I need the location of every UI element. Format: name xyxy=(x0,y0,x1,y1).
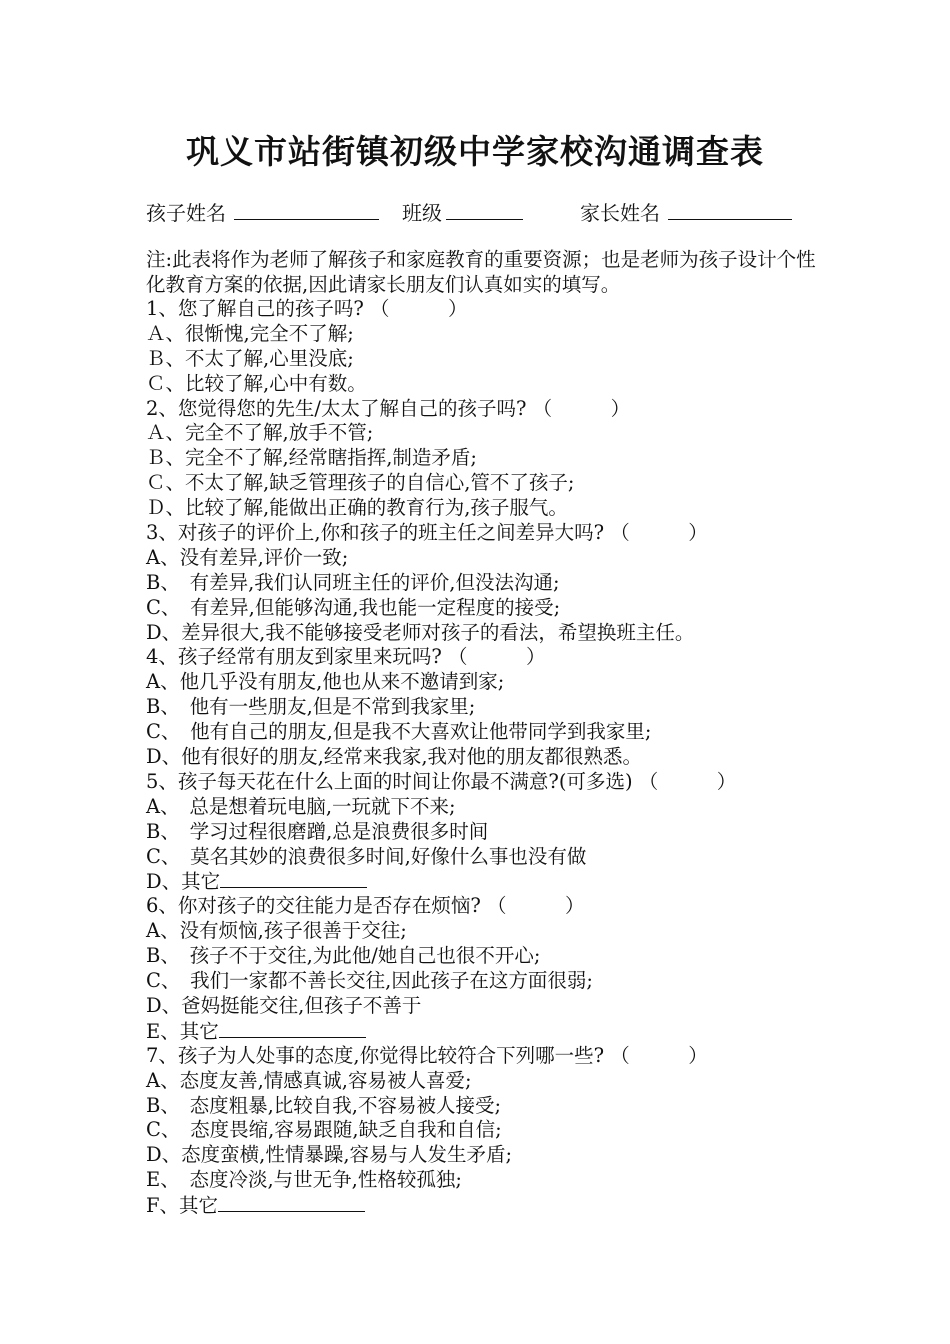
question-6: 6、你对孩子的交往能力是否存在烦恼? （ ） xyxy=(146,894,585,918)
question-3: 3、对孩子的评价上,你和孩子的班主任之间差异大吗? （ ） xyxy=(146,521,708,545)
question-5: 5、孩子每天花在什么上面的时间让你最不满意?(可多选) （ ） xyxy=(146,769,737,793)
option[interactable]: Ｂ、不太了解,心里没底; xyxy=(146,346,354,370)
parent-name-label: 家长姓名 xyxy=(580,201,660,225)
option[interactable]: B、 孩子不于交往,为此他/她自己也很不开心; xyxy=(146,944,541,968)
option[interactable]: A、 总是想着玩电脑,一玩就下不来; xyxy=(146,794,456,818)
option[interactable]: D、态度蛮横,性情暴躁,容易与人发生矛盾; xyxy=(146,1143,513,1167)
option[interactable]: Ｃ、不太了解,缺乏管理孩子的自信心,管不了孩子; xyxy=(146,471,575,495)
option[interactable]: E、 态度冷淡,与世无争,性格较孤独; xyxy=(146,1168,462,1192)
option-other-label: D、其它 xyxy=(146,870,221,894)
option[interactable]: C、 态度畏缩,容易跟随,缺乏自我和自信; xyxy=(146,1118,502,1142)
option[interactable]: B、 有差异,我们认同班主任的评价,但没法沟通; xyxy=(146,570,560,594)
option[interactable]: A、没有烦恼,孩子很善于交往; xyxy=(146,919,407,943)
question-2: 2、您觉得您的先生/太太了解自己的孩子吗? （ ） xyxy=(146,396,631,420)
option-other-label: E、其它 xyxy=(146,1019,219,1043)
class-field[interactable] xyxy=(446,219,523,220)
info-row xyxy=(146,197,846,227)
option-other[interactable] xyxy=(146,1019,826,1044)
question-7: 7、孩子为人处事的态度,你觉得比较符合下列哪一些? （ ） xyxy=(146,1043,708,1067)
option[interactable]: C、 他有自己的朋友,但是我不大喜欢让他带同学到我家里; xyxy=(146,720,652,744)
option[interactable]: Ａ、完全不了解,放手不管; xyxy=(146,421,374,445)
class-label: 班级 xyxy=(402,201,442,225)
option-other[interactable] xyxy=(146,869,826,894)
option[interactable]: C、 我们一家都不善长交往,因此孩子在这方面很弱; xyxy=(146,969,593,993)
option[interactable]: Ｄ、比较了解,能做出正确的教育行为,孩子服气。 xyxy=(146,496,568,520)
other-field[interactable] xyxy=(218,1193,365,1212)
option[interactable]: A、他几乎没有朋友,他也从来不邀请到家; xyxy=(146,670,505,694)
survey-body xyxy=(146,247,826,1218)
option-other[interactable] xyxy=(146,1193,826,1218)
other-field[interactable] xyxy=(220,869,367,888)
option[interactable]: Ｃ、比较了解,心中有数。 xyxy=(146,371,367,395)
option[interactable]: D、爸妈挺能交往,但孩子不善于 xyxy=(146,993,422,1017)
question-4: 4、孩子经常有朋友到家里来玩吗? （ ） xyxy=(146,645,546,669)
option[interactable]: B、 态度粗暴,比较自我,不容易被人接受; xyxy=(146,1093,502,1117)
child-name-field[interactable] xyxy=(234,219,379,220)
option[interactable]: C、 有差异,但能够沟通,我也能一定程度的接受; xyxy=(146,595,561,619)
page-title: 巩义市站街镇初级中学家校沟通调查表 xyxy=(186,132,764,171)
option[interactable]: D、他有很好的朋友,经常来我家,我对他的朋友都很熟悉。 xyxy=(146,745,643,769)
option[interactable]: B、 学习过程很磨蹭,总是浪费很多时间 xyxy=(146,819,489,843)
parent-name-field[interactable] xyxy=(668,219,792,220)
child-name-label: 孩子姓名 xyxy=(146,201,226,225)
option[interactable]: D、差异很大,我不能够接受老师对孩子的看法，希望换班主任。 xyxy=(146,620,695,644)
option[interactable]: Ｂ、完全不了解,经常瞎指挥,制造矛盾; xyxy=(146,446,477,470)
option[interactable]: C、 莫名其妙的浪费很多时间,好像什么事也没有做 xyxy=(146,844,587,868)
option-other-label: F、其它 xyxy=(146,1194,219,1218)
note-text: 注:此表将作为老师了解孩子和家庭教育的重要资源；也是老师为孩子设计个性 化教育方案的依据,因此请家长朋友们认真如实的填写。 xyxy=(146,248,816,296)
option[interactable]: Ａ、很惭愧,完全不了解; xyxy=(146,321,354,345)
question-1: 1、您了解自己的孩子吗? （ ） xyxy=(146,297,468,320)
option[interactable]: A、态度友善,情感真诚,容易被人喜爱; xyxy=(146,1068,472,1092)
other-field[interactable] xyxy=(219,1019,366,1038)
option[interactable]: B、 他有一些朋友,但是不常到我家里; xyxy=(146,695,476,719)
option[interactable]: A、没有差异,评价一致; xyxy=(146,545,349,569)
